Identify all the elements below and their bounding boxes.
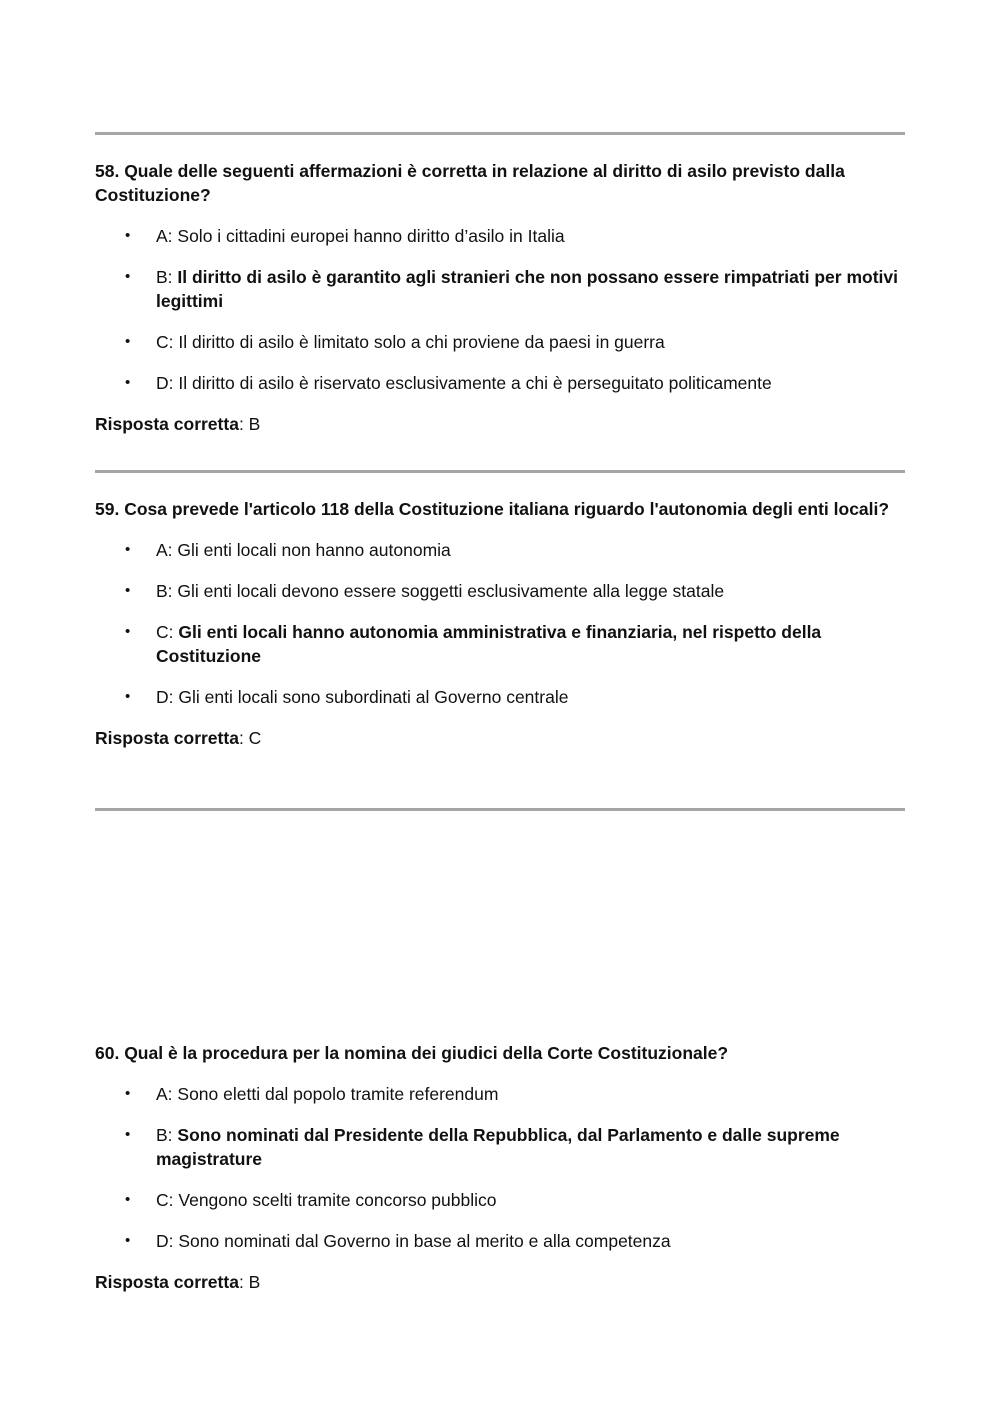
correct-answer [95,412,905,436]
option-b [95,579,905,603]
option-letter: C: [156,332,179,352]
bullet-icon: • [125,227,131,244]
bullet-icon: • [125,1232,131,1249]
question-title: 59. Cosa prevede l'articolo 118 della Costituzione italiana riguardo l'autonomia degli enti locali? [95,499,890,519]
option-b [95,265,905,313]
option-letter: A: [156,540,178,560]
option-letter: A: [156,1084,178,1104]
correct-answer [95,726,905,750]
option-text: Gli enti locali devono essere soggetti esclusivamente alla legge statale [177,581,725,601]
options-list [95,1082,905,1253]
answer-value: : B [238,414,261,434]
options-list [95,538,905,709]
option-text-correct: Gli enti locali hanno autonomia amministrativa e finanziaria, nel rispetto della Costituzione [156,622,822,666]
option-text: Vengono scelti tramite concorso pubblico [178,1190,497,1210]
section-divider [95,808,905,811]
question-60 [95,1041,905,1294]
option-letter: A: [156,226,178,246]
option-letter: D: [156,373,179,393]
option-text: Gli enti locali sono subordinati al Governo centrale [178,687,569,707]
option-a [95,538,905,562]
answer-value: : C [238,728,262,748]
option-letter: D: [156,1231,179,1251]
option-b [95,1123,905,1171]
option-d [95,685,905,709]
bullet-icon: • [125,688,131,705]
option-text: Sono nominati dal Governo in base al merito e alla competenza [178,1231,671,1251]
answer-label: Risposta corretta [95,1272,239,1292]
answer-label: Risposta corretta [95,414,239,434]
option-letter: B: [156,267,178,287]
bullet-icon: • [125,1126,131,1143]
option-letter: C: [156,622,179,642]
options-list [95,224,905,395]
option-c [95,620,905,668]
section-divider [95,132,905,135]
question-59 [95,497,905,750]
correct-answer [95,1270,905,1294]
option-text: Il diritto di asilo è riservato esclusivamente a chi è perseguitato politicamente [178,373,772,393]
bullet-icon: • [125,333,131,350]
option-a [95,1082,905,1106]
option-text: Il diritto di asilo è limitato solo a chi proviene da paesi in guerra [178,332,665,352]
bullet-icon: • [125,268,131,285]
question-58 [95,159,905,436]
option-d [95,1229,905,1253]
option-c [95,1188,905,1212]
option-d [95,371,905,395]
answer-label: Risposta corretta [95,728,239,748]
bullet-icon: • [125,1085,131,1102]
section-divider [95,470,905,473]
question-title: 60. Qual è la procedura per la nomina dei giudici della Corte Costituzionale? [95,1043,729,1063]
option-letter: B: [156,581,178,601]
bullet-icon: • [125,1191,131,1208]
option-a [95,224,905,248]
option-c [95,330,905,354]
answer-value: : B [238,1272,261,1292]
option-letter: D: [156,687,179,707]
option-text: Sono eletti dal popolo tramite referendum [177,1084,499,1104]
option-letter: B: [156,1125,178,1145]
option-text: Solo i cittadini europei hanno diritto d’asilo in Italia [177,226,565,246]
bullet-icon: • [125,582,131,599]
bullet-icon: • [125,541,131,558]
option-text: Gli enti locali non hanno autonomia [177,540,451,560]
bullet-icon: • [125,374,131,391]
option-text-correct: Sono nominati dal Presidente della Repubblica, dal Parlamento e dalle supreme magistrature [156,1125,840,1169]
bullet-icon: • [125,623,131,640]
question-title: 58. Quale delle seguenti affermazioni è corretta in relazione al diritto di asilo previsto dalla Costituzione? [95,161,845,205]
option-letter: C: [156,1190,179,1210]
option-text-correct: Il diritto di asilo è garantito agli stranieri che non possano essere rimpatriati per motivi legittimi [156,267,898,311]
